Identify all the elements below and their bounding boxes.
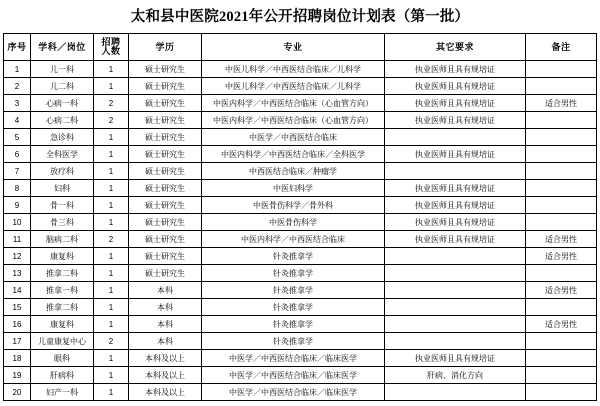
cell-post: 心病一科 — [31, 95, 94, 112]
cell-headcount: 1 — [94, 78, 129, 95]
cell-remark — [526, 112, 597, 129]
cell-education: 硕士研究生 — [129, 197, 202, 214]
cell-serial-no: 7 — [4, 163, 31, 180]
cell-education: 硕士研究生 — [129, 248, 202, 265]
table-row — [4, 299, 597, 316]
table-header-row — [4, 34, 597, 61]
cell-headcount: 2 — [94, 95, 129, 112]
cell-post: 儿二科 — [31, 78, 94, 95]
cell-remark: 适合男性 — [526, 282, 597, 299]
cell-other-requirements: 肝病、消化方向 — [385, 367, 526, 384]
cell-post: 脑病二科 — [31, 231, 94, 248]
header-headcount-line1: 招聘 — [101, 36, 121, 47]
cell-headcount: 2 — [94, 231, 129, 248]
table-row — [4, 146, 597, 163]
cell-post: 骨三科 — [31, 214, 94, 231]
cell-remark — [526, 61, 597, 78]
cell-major: 中医儿科学／中西医结合临床／儿科学 — [202, 78, 385, 95]
cell-remark: 适合男性 — [526, 231, 597, 248]
cell-education: 硕士研究生 — [129, 180, 202, 197]
cell-major: 中医学／中西医结合临床／临床医学 — [202, 367, 385, 384]
cell-serial-no: 12 — [4, 248, 31, 265]
cell-remark — [526, 197, 597, 214]
cell-serial-no: 3 — [4, 95, 31, 112]
cell-serial-no: 11 — [4, 231, 31, 248]
cell-serial-no: 15 — [4, 299, 31, 316]
cell-other-requirements — [385, 333, 526, 350]
table-row — [4, 350, 597, 367]
cell-post: 推拿二科 — [31, 265, 94, 282]
cell-headcount: 1 — [94, 197, 129, 214]
cell-major: 中医内科学／中西医结合临床（心血管方向） — [202, 112, 385, 129]
cell-other-requirements — [385, 282, 526, 299]
cell-education: 硕士研究生 — [129, 78, 202, 95]
cell-other-requirements: 执业医师且具有规培证 — [385, 180, 526, 197]
header-major: 专业 — [202, 34, 385, 61]
recruitment-plan-table — [3, 33, 597, 401]
cell-other-requirements — [385, 384, 526, 401]
cell-education: 本科及以上 — [129, 350, 202, 367]
cell-headcount: 1 — [94, 350, 129, 367]
cell-remark — [526, 299, 597, 316]
cell-education: 硕士研究生 — [129, 129, 202, 146]
header-post: 学科／岗位 — [31, 34, 94, 61]
cell-education: 硕士研究生 — [129, 214, 202, 231]
cell-education: 本科及以上 — [129, 384, 202, 401]
cell-headcount: 1 — [94, 180, 129, 197]
cell-major: 针灸推拿学 — [202, 248, 385, 265]
table-row — [4, 61, 597, 78]
cell-education: 硕士研究生 — [129, 61, 202, 78]
cell-headcount: 1 — [94, 299, 129, 316]
cell-headcount: 2 — [94, 112, 129, 129]
cell-education: 硕士研究生 — [129, 231, 202, 248]
cell-headcount: 1 — [94, 214, 129, 231]
cell-remark — [526, 129, 597, 146]
cell-serial-no: 14 — [4, 282, 31, 299]
table-row — [4, 180, 597, 197]
cell-serial-no: 13 — [4, 265, 31, 282]
cell-other-requirements: 执业医师且具有规培证 — [385, 95, 526, 112]
cell-headcount: 1 — [94, 129, 129, 146]
cell-other-requirements — [385, 129, 526, 146]
cell-remark — [526, 384, 597, 401]
cell-education: 本科 — [129, 282, 202, 299]
cell-remark — [526, 163, 597, 180]
cell-major: 针灸推拿学 — [202, 316, 385, 333]
cell-serial-no: 9 — [4, 197, 31, 214]
cell-post: 推拿一科 — [31, 282, 94, 299]
cell-remark — [526, 146, 597, 163]
table-row — [4, 129, 597, 146]
cell-remark: 适合男性 — [526, 248, 597, 265]
cell-other-requirements: 执业医师且具有规培证 — [385, 197, 526, 214]
cell-post: 康复科 — [31, 248, 94, 265]
page-title: 太和县中医院2021年公开招聘岗位计划表（第一批） — [130, 9, 470, 25]
header-other-requirements: 其它要求 — [385, 34, 526, 61]
cell-remark — [526, 367, 597, 384]
cell-headcount: 1 — [94, 146, 129, 163]
header-remark: 备注 — [526, 34, 597, 61]
cell-serial-no: 4 — [4, 112, 31, 129]
cell-remark: 适合男性 — [526, 95, 597, 112]
cell-major: 中医学／中西医结合临床 — [202, 129, 385, 146]
cell-other-requirements — [385, 248, 526, 265]
cell-serial-no: 17 — [4, 333, 31, 350]
table-row — [4, 112, 597, 129]
cell-remark — [526, 265, 597, 282]
table-row — [4, 367, 597, 384]
table-row — [4, 316, 597, 333]
cell-education: 本科 — [129, 299, 202, 316]
table-row — [4, 231, 597, 248]
cell-major: 中医内科学／中西医结合临床／全科医学 — [202, 146, 385, 163]
cell-education: 本科 — [129, 333, 202, 350]
table-row — [4, 248, 597, 265]
cell-headcount: 1 — [94, 61, 129, 78]
table-row — [4, 384, 597, 401]
cell-headcount: 1 — [94, 163, 129, 180]
cell-other-requirements — [385, 163, 526, 180]
cell-other-requirements — [385, 299, 526, 316]
header-headcount-line2: 人数 — [101, 46, 121, 57]
cell-serial-no: 20 — [4, 384, 31, 401]
table-row — [4, 333, 597, 350]
cell-headcount: 1 — [94, 367, 129, 384]
cell-major: 针灸推拿学 — [202, 299, 385, 316]
cell-other-requirements: 执业医师且具有规培证 — [385, 146, 526, 163]
cell-post: 推拿二科 — [31, 299, 94, 316]
cell-post: 骨一科 — [31, 197, 94, 214]
table-row — [4, 95, 597, 112]
cell-serial-no: 8 — [4, 180, 31, 197]
cell-post: 肝病科 — [31, 367, 94, 384]
cell-major: 中医学／中西医结合临床／临床医学 — [202, 384, 385, 401]
table-row — [4, 265, 597, 282]
cell-remark — [526, 214, 597, 231]
cell-major: 中医学／中西医结合临床／临床医学 — [202, 350, 385, 367]
cell-remark — [526, 333, 597, 350]
cell-post: 康复科 — [31, 316, 94, 333]
cell-other-requirements: 执业医师且具有规培证 — [385, 350, 526, 367]
cell-education: 本科及以上 — [129, 367, 202, 384]
cell-headcount: 1 — [94, 248, 129, 265]
cell-major: 中医内科学／中西医结合临床（心血管方向） — [202, 95, 385, 112]
cell-education: 硕士研究生 — [129, 95, 202, 112]
table-body — [4, 61, 597, 401]
cell-serial-no: 10 — [4, 214, 31, 231]
cell-major: 中西医结合临床／肿瘤学 — [202, 163, 385, 180]
cell-education: 硕士研究生 — [129, 265, 202, 282]
cell-education: 本科 — [129, 316, 202, 333]
cell-headcount: 1 — [94, 282, 129, 299]
cell-other-requirements: 执业医师且具有规培证 — [385, 78, 526, 95]
cell-other-requirements: 执业医师且具有规培证 — [385, 214, 526, 231]
cell-major: 中医内科学／中西医结合临床 — [202, 231, 385, 248]
cell-post: 妇产一科 — [31, 384, 94, 401]
table-row — [4, 197, 597, 214]
header-education: 学历 — [129, 34, 202, 61]
cell-serial-no: 19 — [4, 367, 31, 384]
cell-other-requirements: 执业医师且具有规培证 — [385, 61, 526, 78]
cell-remark — [526, 78, 597, 95]
cell-other-requirements: 执业医师且具有规培证 — [385, 231, 526, 248]
cell-education: 硕士研究生 — [129, 146, 202, 163]
cell-post: 儿一科 — [31, 61, 94, 78]
cell-post: 儿童康复中心 — [31, 333, 94, 350]
cell-headcount: 1 — [94, 265, 129, 282]
cell-post: 急诊科 — [31, 129, 94, 146]
cell-major: 中医骨伤科学／骨外科 — [202, 197, 385, 214]
cell-serial-no: 16 — [4, 316, 31, 333]
cell-major: 针灸推拿学 — [202, 265, 385, 282]
header-headcount — [94, 34, 129, 61]
cell-remark — [526, 350, 597, 367]
cell-education: 硕士研究生 — [129, 112, 202, 129]
cell-other-requirements: 执业医师且具有规培证 — [385, 112, 526, 129]
table-row — [4, 282, 597, 299]
cell-serial-no: 18 — [4, 350, 31, 367]
table-row — [4, 163, 597, 180]
table-header — [4, 34, 597, 61]
cell-education: 硕士研究生 — [129, 163, 202, 180]
cell-post: 放疗科 — [31, 163, 94, 180]
cell-remark: 适合男性 — [526, 316, 597, 333]
cell-headcount: 2 — [94, 333, 129, 350]
cell-serial-no: 6 — [4, 146, 31, 163]
cell-remark — [526, 180, 597, 197]
cell-serial-no: 1 — [4, 61, 31, 78]
cell-major: 中医儿科学／中西医结合临床／儿科学 — [202, 61, 385, 78]
cell-major: 针灸推拿学 — [202, 282, 385, 299]
table-row — [4, 214, 597, 231]
cell-serial-no: 2 — [4, 78, 31, 95]
cell-post: 心病二科 — [31, 112, 94, 129]
cell-major: 中医妇科学 — [202, 180, 385, 197]
header-serial-no: 序号 — [4, 34, 31, 61]
cell-headcount: 1 — [94, 316, 129, 333]
cell-major: 针灸推拿学 — [202, 333, 385, 350]
cell-post: 妇科 — [31, 180, 94, 197]
cell-headcount: 1 — [94, 384, 129, 401]
cell-other-requirements — [385, 265, 526, 282]
cell-post: 眼科 — [31, 350, 94, 367]
table-row — [4, 78, 597, 95]
cell-major: 中医骨伤科学 — [202, 214, 385, 231]
cell-other-requirements — [385, 316, 526, 333]
cell-serial-no: 5 — [4, 129, 31, 146]
cell-post: 全科医学 — [31, 146, 94, 163]
